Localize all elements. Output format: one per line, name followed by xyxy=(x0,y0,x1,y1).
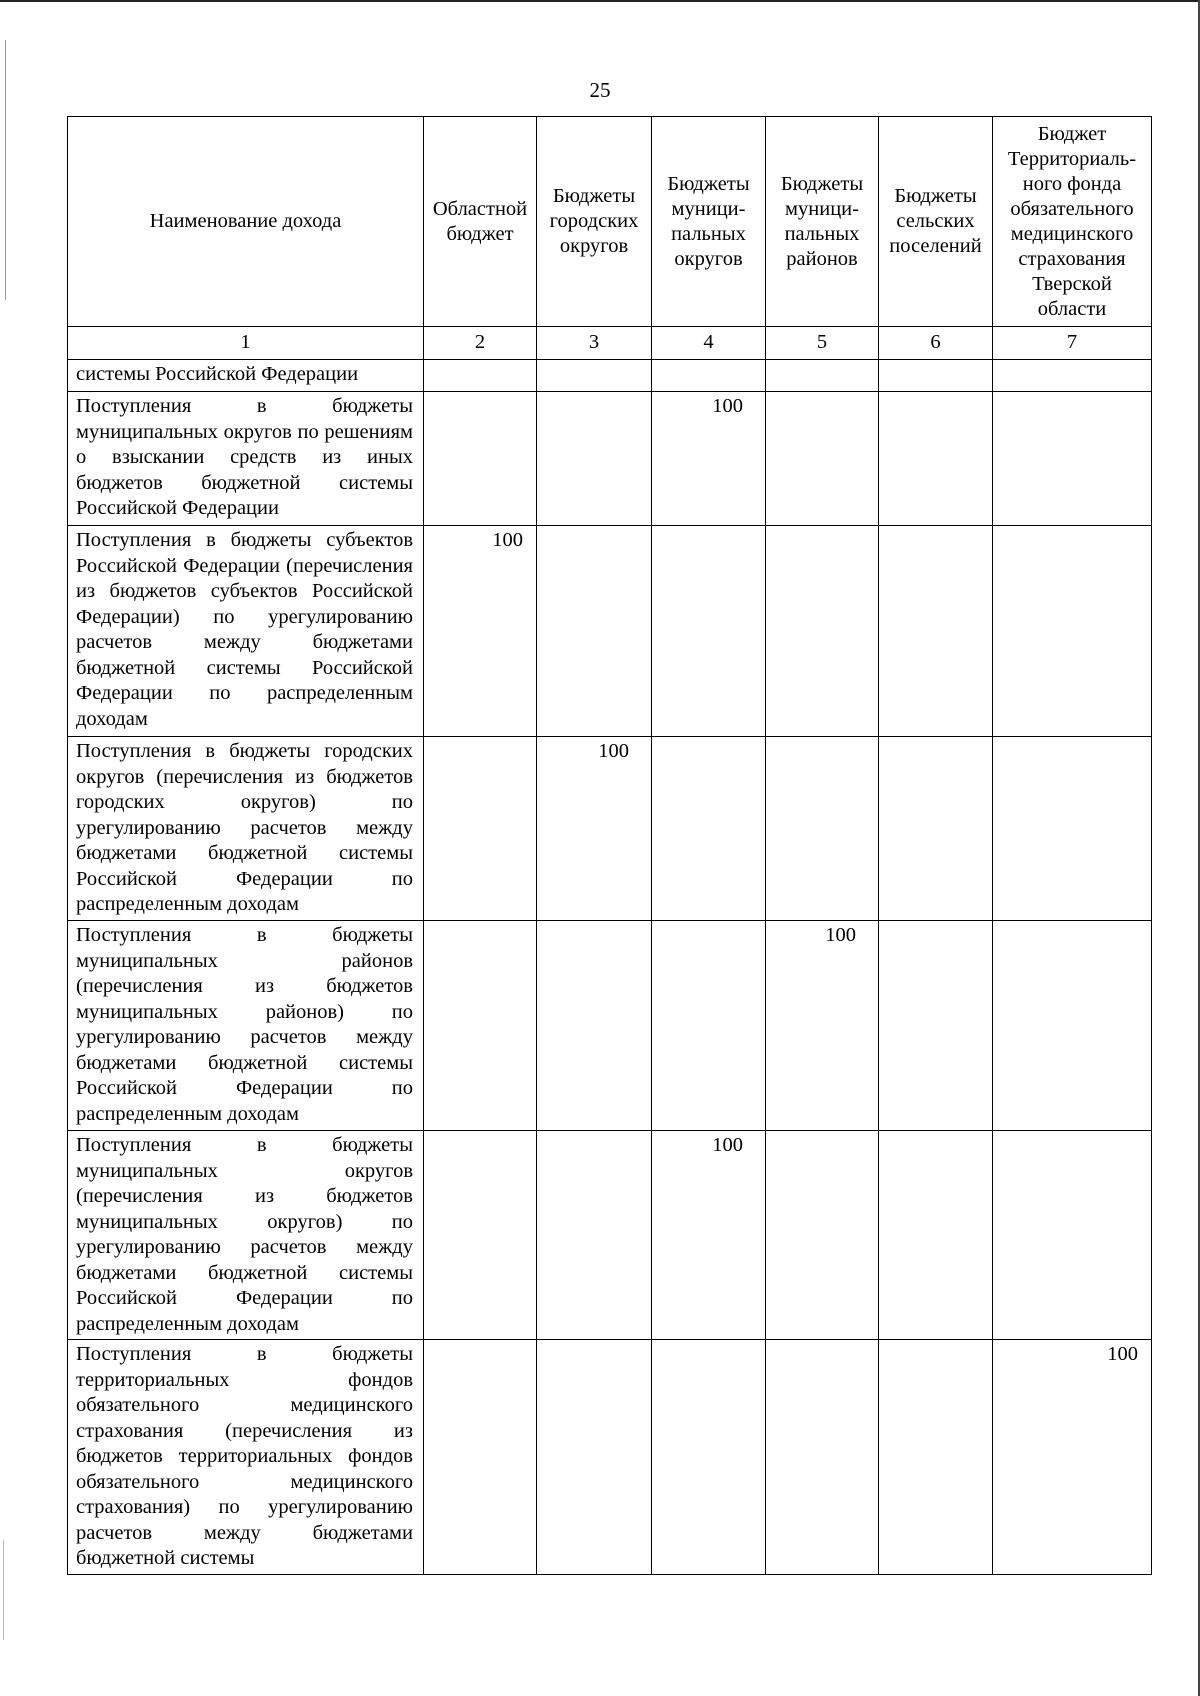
scan-border-top xyxy=(0,0,1200,2)
column-number: 2 xyxy=(424,327,537,360)
value-cell xyxy=(879,526,993,737)
value-cell xyxy=(879,921,993,1131)
value-cell xyxy=(879,392,993,526)
table-row xyxy=(68,1340,1152,1575)
value-cell xyxy=(537,1131,652,1340)
column-number-row xyxy=(68,327,1152,360)
column-number: 7 xyxy=(993,327,1152,360)
value-cell xyxy=(993,737,1152,921)
value-cell xyxy=(424,360,537,392)
income-distribution-table xyxy=(67,116,1152,1575)
column-number: 1 xyxy=(68,327,424,360)
value-cell xyxy=(993,392,1152,526)
value-cell xyxy=(652,921,766,1131)
value-cell xyxy=(879,737,993,921)
table-row xyxy=(68,921,1152,1131)
header-income-name: Наименование дохода xyxy=(68,117,424,327)
column-number: 4 xyxy=(652,327,766,360)
table-row xyxy=(68,1131,1152,1340)
value-cell xyxy=(879,1131,993,1340)
header-regional-budget: Областной бюджет xyxy=(424,117,537,327)
value-cell xyxy=(993,1131,1152,1340)
header-municipal-okrugs: Бюджеты муници-пальных округов xyxy=(652,117,766,327)
scan-mark-left-lower xyxy=(3,1540,4,1640)
value-cell xyxy=(879,360,993,392)
value-cell xyxy=(993,526,1152,737)
income-name-cell: системы Российской Федерации xyxy=(68,360,424,392)
value-cell xyxy=(993,921,1152,1131)
value-cell xyxy=(424,737,537,921)
value-cell xyxy=(537,392,652,526)
value-cell: 100 xyxy=(652,392,766,526)
column-number: 5 xyxy=(766,327,879,360)
table-row xyxy=(68,360,1152,392)
income-name-cell: Поступления в бюджеты муниципальных округов по решениям о взыскании средств из иных бюджетов бюджетной системы Российской Федерации xyxy=(68,392,424,526)
value-cell xyxy=(766,1131,879,1340)
table-row xyxy=(68,737,1152,921)
value-cell: 100 xyxy=(537,737,652,921)
value-cell xyxy=(537,1340,652,1575)
header-row xyxy=(68,117,1152,327)
value-cell xyxy=(652,737,766,921)
value-cell xyxy=(652,360,766,392)
header-rural-settlements: Бюджеты сельских поселений xyxy=(879,117,993,327)
value-cell xyxy=(766,392,879,526)
value-cell xyxy=(652,526,766,737)
value-cell xyxy=(766,1340,879,1575)
value-cell xyxy=(766,360,879,392)
header-city-districts: Бюджеты городских округов xyxy=(537,117,652,327)
page-number: 25 xyxy=(589,78,611,102)
value-cell xyxy=(652,1340,766,1575)
value-cell: 100 xyxy=(766,921,879,1131)
value-cell xyxy=(879,1340,993,1575)
value-cell xyxy=(537,360,652,392)
value-cell xyxy=(424,921,537,1131)
column-number: 6 xyxy=(879,327,993,360)
column-number: 3 xyxy=(537,327,652,360)
value-cell: 100 xyxy=(424,526,537,737)
header-municipal-raions: Бюджеты муници-пальных районов xyxy=(766,117,879,327)
value-cell xyxy=(993,360,1152,392)
value-cell xyxy=(424,1131,537,1340)
income-name-cell: Поступления в бюджеты территориальных фондов обязательного медицинского страхования (перечисления из бюджетов территориальных фондов обязательного медицинского страхования) по урегулированию расчетов между бюджетами бюджетной системы xyxy=(68,1340,424,1575)
value-cell xyxy=(537,526,652,737)
income-name-cell: Поступления в бюджеты муниципальных районов (перечисления из бюджетов муниципальных районов) по урегулированию расчетов между бюджетами бюджетной системы Российской Федерации по распределенным доходам xyxy=(68,921,424,1131)
value-cell: 100 xyxy=(652,1131,766,1340)
value-cell xyxy=(424,392,537,526)
table-row xyxy=(68,526,1152,737)
income-name-cell: Поступления в бюджеты городских округов (перечисления из бюджетов городских округов) по урегулированию расчетов между бюджетами бюджетной системы Российской Федерации по распределенным доходам xyxy=(68,737,424,921)
value-cell: 100 xyxy=(993,1340,1152,1575)
income-name-cell: Поступления в бюджеты субъектов Российской Федерации (перечисления из бюджетов субъектов Российской Федерации) по урегулированию расчетов между бюджетами бюджетной системы Российской Федерации по распределенным доходам xyxy=(68,526,424,737)
income-name-cell: Поступления в бюджеты муниципальных округов (перечисления из бюджетов муниципальных округов) по урегулированию расчетов между бюджетами бюджетной системы Российской Федерации по распределенным доходам xyxy=(68,1131,424,1340)
value-cell xyxy=(424,1340,537,1575)
header-tfoms: Бюджет Территориаль-ного фонда обязательного медицинского страхования Тверской области xyxy=(993,117,1152,327)
table-row xyxy=(68,392,1152,526)
value-cell xyxy=(766,526,879,737)
value-cell xyxy=(537,921,652,1131)
value-cell xyxy=(766,737,879,921)
